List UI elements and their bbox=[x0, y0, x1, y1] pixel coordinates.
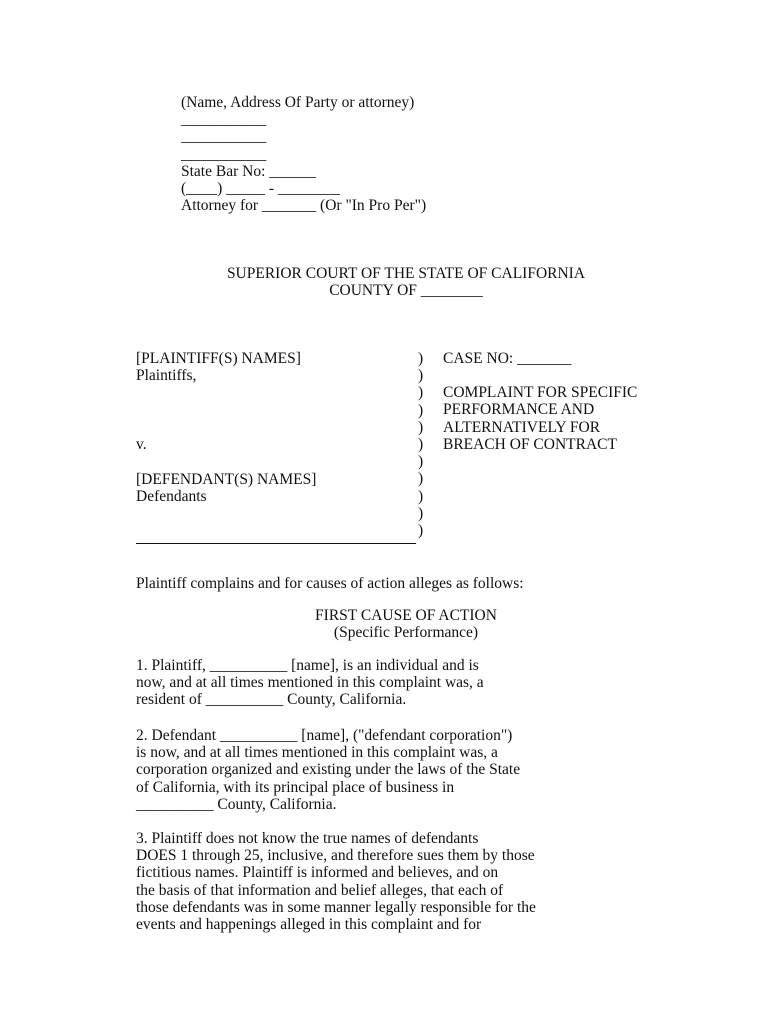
paragraph-2 bbox=[136, 727, 520, 813]
court-county: COUNTY OF ________ bbox=[329, 282, 483, 300]
complaint-title-line: PERFORMANCE AND bbox=[443, 401, 595, 419]
cause-title: FIRST CAUSE OF ACTION bbox=[315, 607, 497, 624]
caption-case-info bbox=[443, 350, 637, 453]
paren-mark: ) bbox=[418, 401, 424, 419]
paragraph-line: corporation organized and existing under the laws of the State bbox=[136, 761, 521, 779]
case-number: CASE NO: _______ bbox=[443, 350, 572, 367]
paragraph-line: 1. Plaintiff, __________ [name], is an individual and is bbox=[136, 657, 479, 674]
court-name: SUPERIOR COURT OF THE STATE OF CALIFORNIA bbox=[226, 265, 586, 282]
paragraph-line: of California, with its principal place of business in bbox=[136, 778, 455, 796]
paragraph-line: resident of __________ County, California. bbox=[136, 691, 407, 709]
attorney-blank-line: ___________ bbox=[181, 128, 267, 146]
phone-number: (____) _____ - ________ bbox=[181, 180, 340, 198]
cause-subtitle: (Specific Performance) bbox=[333, 624, 479, 642]
paren-mark: ) bbox=[418, 522, 424, 540]
paragraph-line: events and happenings alleged in this complaint and for bbox=[136, 916, 482, 934]
paren-mark: ) bbox=[418, 350, 424, 367]
attorney-block bbox=[181, 94, 426, 214]
paren-mark: ) bbox=[418, 487, 424, 505]
paragraph-line: __________ County, California. bbox=[136, 795, 337, 813]
paragraph-line: the basis of that information and belief alleges, that each of bbox=[136, 881, 504, 899]
plaintiff-role: Plaintiffs, bbox=[136, 367, 197, 385]
paragraph-line: fictitious names. Plaintiff is informed and believes, and on bbox=[136, 864, 499, 882]
attorney-for: Attorney for _______ (Or "In Pro Per") bbox=[181, 197, 427, 215]
state-bar-number: State Bar No: ______ bbox=[181, 162, 316, 180]
paragraph-line: 3. Plaintiff does not know the true names of defendants bbox=[136, 830, 479, 847]
versus: v. bbox=[136, 436, 147, 454]
caption-parties bbox=[136, 350, 316, 505]
paren-mark: ) bbox=[418, 384, 424, 402]
attorney-blank-line: ___________ bbox=[181, 145, 267, 163]
paragraph-line: 2. Defendant __________ [name], ("defendant corporation") bbox=[136, 727, 513, 744]
complaint-title-line: COMPLAINT FOR SPECIFIC bbox=[443, 384, 638, 402]
paren-mark: ) bbox=[418, 504, 424, 522]
paragraph-1 bbox=[136, 657, 484, 709]
complaint-title-line: ALTERNATIVELY FOR bbox=[443, 418, 601, 436]
plaintiff-names: [PLAINTIFF(S) NAMES] bbox=[136, 350, 301, 367]
paren-mark: ) bbox=[418, 367, 424, 385]
caption-parenthesis-column bbox=[418, 350, 423, 539]
caption-divider bbox=[136, 543, 416, 544]
paren-mark: ) bbox=[418, 470, 424, 488]
paren-mark: ) bbox=[418, 418, 424, 436]
attorney-blank-line: ___________ bbox=[181, 111, 267, 129]
paragraph-line: those defendants was in some manner legally responsible for the bbox=[136, 898, 536, 916]
intro-sentence: Plaintiff complains and for causes of action alleges as follows: bbox=[136, 575, 524, 592]
defendant-names: [DEFENDANT(S) NAMES] bbox=[136, 470, 317, 488]
paren-mark: ) bbox=[418, 453, 424, 471]
court-heading bbox=[0, 265, 768, 299]
first-cause-heading bbox=[0, 607, 768, 641]
paragraph-line: is now, and at all times mentioned in this complaint was, a bbox=[136, 744, 498, 762]
paragraph-line: DOES 1 through 25, inclusive, and therefore sues them by those bbox=[136, 847, 535, 865]
complaint-title-line: BREACH OF CONTRACT bbox=[443, 435, 617, 453]
paragraph-3 bbox=[136, 830, 536, 933]
defendant-role: Defendants bbox=[136, 487, 207, 505]
paren-mark: ) bbox=[418, 436, 424, 454]
attorney-heading: (Name, Address Of Party or attorney) bbox=[181, 94, 415, 111]
paragraph-line: now, and at all times mentioned in this complaint was, a bbox=[136, 674, 484, 692]
